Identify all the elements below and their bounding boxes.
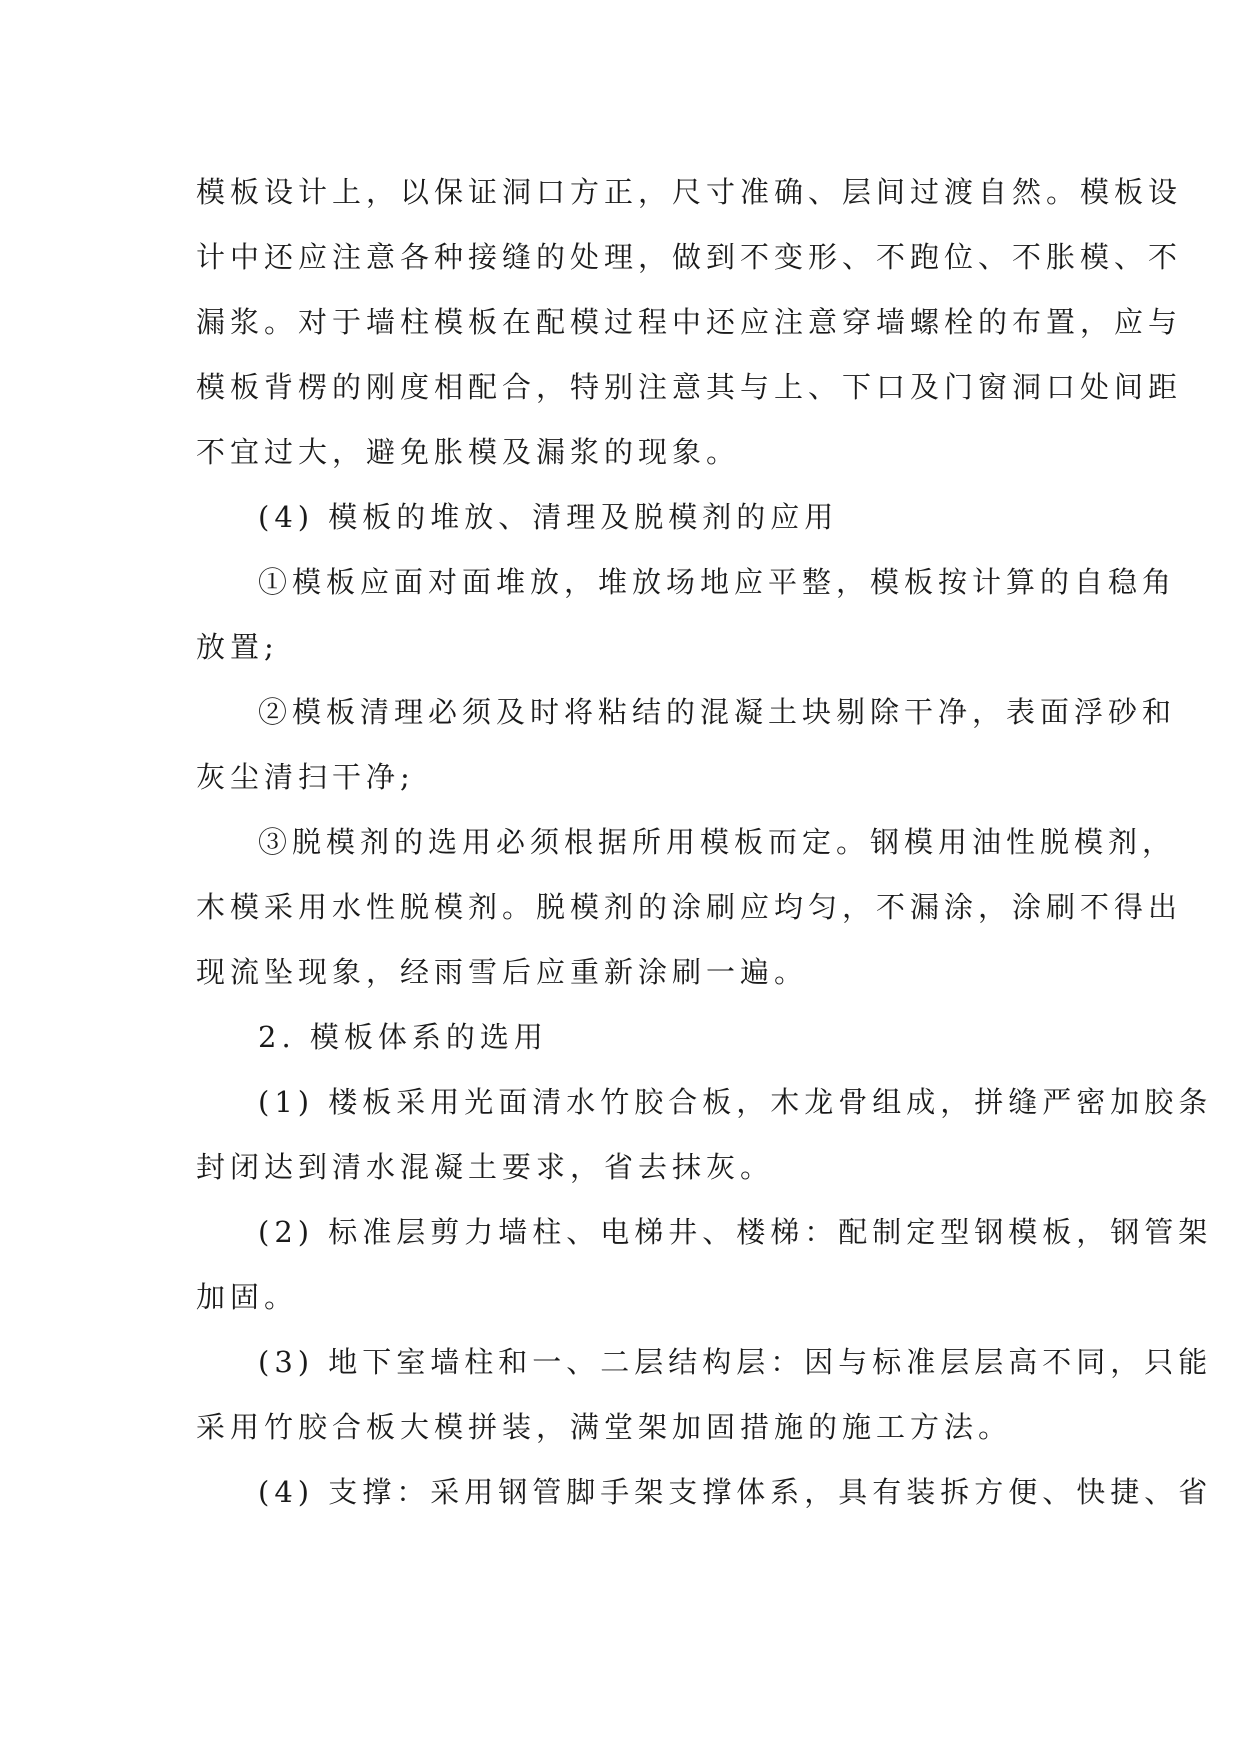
text-line: (3) 地下室墙柱和一、二层结构层：因与标准层层高不同，只能 (258, 1345, 1213, 1379)
text-line: 封闭达到清水混凝土要求，省去抹灰。 (196, 1150, 775, 1184)
text-line: 计中还应注意各种接缝的处理，做到不变形、不跑位、不胀模、不 (196, 240, 1183, 274)
text-line: 不宜过大，避免胀模及漏浆的现象。 (196, 435, 741, 469)
text-line: ③脱模剂的选用必须根据所用模板而定。钢模用油性脱模剂， (258, 825, 1177, 859)
text-line: 木模采用水性脱模剂。脱模剂的涂刷应均匀，不漏涂，涂刷不得出 (196, 890, 1183, 924)
section-heading: (4) 模板的堆放、清理及脱模剂的应用 (258, 500, 839, 534)
text-line: 模板背楞的刚度相配合，特别注意其与上、下口及门窗洞口处间距 (196, 370, 1183, 404)
text-line: (1) 楼板采用光面清水竹胶合板，木龙骨组成，拼缝严密加胶条 (258, 1085, 1213, 1119)
section-heading: 2. 模板体系的选用 (258, 1020, 548, 1054)
text-line: 模板设计上，以保证洞口方正，尺寸准确、层间过渡自然。模板设 (196, 175, 1183, 209)
text-line: (4) 支撑：采用钢管脚手架支撑体系，具有装拆方便、快捷、省 (258, 1475, 1213, 1509)
text-line: 加固。 (196, 1280, 299, 1314)
text-line: ①模板应面对面堆放，堆放场地应平整，模板按计算的自稳角 (258, 565, 1177, 599)
text-line: ②模板清理必须及时将粘结的混凝土块剔除干净，表面浮砂和 (258, 695, 1177, 729)
text-line: (2) 标准层剪力墙柱、电梯井、楼梯：配制定型钢模板，钢管架 (258, 1215, 1213, 1249)
text-line: 灰尘清扫干净; (196, 760, 415, 794)
text-line: 漏浆。对于墙柱模板在配模过程中还应注意穿墙螺栓的布置，应与 (196, 305, 1183, 339)
text-line: 现流坠现象，经雨雪后应重新涂刷一遍。 (196, 955, 809, 989)
text-line: 采用竹胶合板大模拼装，满堂架加固措施的施工方法。 (196, 1410, 1013, 1444)
text-line: 放置; (196, 630, 279, 664)
